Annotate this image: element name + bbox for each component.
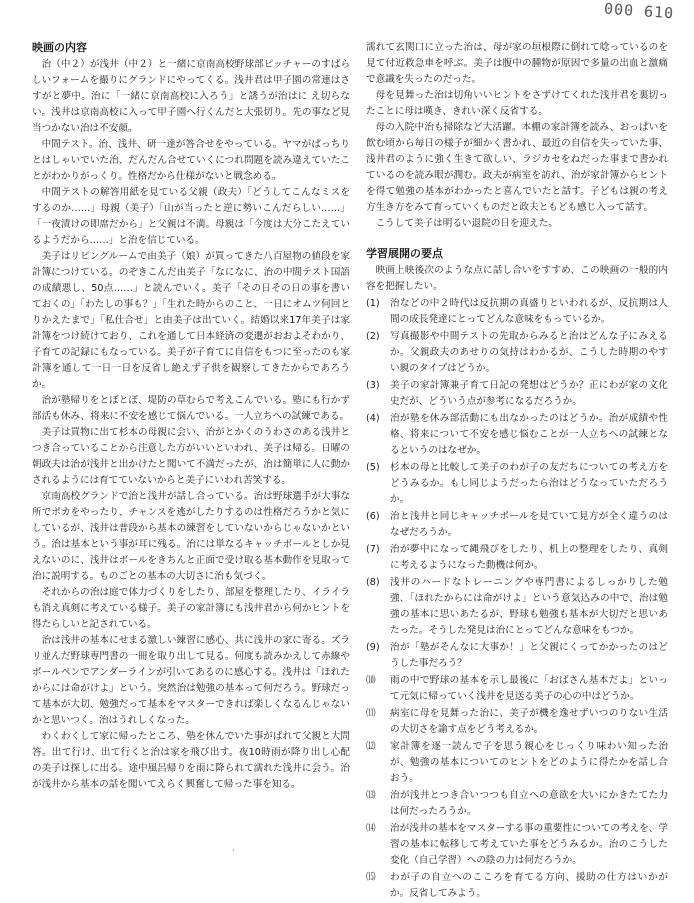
question-number: (5) (366, 462, 380, 473)
question-number: (1) (366, 298, 380, 309)
question-list (366, 296, 668, 902)
question-text: 浅井のハードなトレーニングや専門書によるしっかりした勉強、「ほれたからには命がけよ」という意気込みの中で、治は勉強の基本に思いあたるが、野球も勉強も基本が大切だと思いあたった。そうした発見は治にとってどんな意味をもつか。 (390, 577, 668, 636)
question-number: ⒁ (366, 823, 376, 834)
question-number: ⑽ (366, 675, 376, 686)
question-text: 治と浅井と同じキャッチボールを見ていて見方が全く違うのはなぜだろうか。 (390, 511, 668, 538)
question-number: (9) (366, 642, 380, 653)
question-item (366, 509, 668, 541)
story-paragraph: わくわくして家に帰ったところ、塾を休んでいた事がばれて父親と大問答。出て行け、出て行くと治は家を飛び出す。夜10時雨が降り出し心配の美子は探しに出る。途中風呂帰りを雨に降られて濡れた浅井に会う。治が浅井から基本の話を聞いてえらく興奮して帰った事を知る。 (32, 731, 350, 790)
question-number: ⒂ (366, 872, 376, 883)
story-paragraph: 濡れて玄関口に立った治は、母が家の垣根際に倒れて唸っているのを見て付近救急車を呼ぶ。美子は腹中の腫物が原因で多量の出血と激痛で意識を失ったのだった。 (366, 42, 668, 85)
question-text: 治が夢中になって縄飛びをしたり、机上の整理をしたり、真剣に考えるようになった動機は何か。 (390, 544, 668, 571)
study-title: 学習展開の要点 (366, 247, 443, 260)
question-text: 写真撮影や中間テストの先取からみると治はどんな子にみえるか。父親政夫のあせりの気持はわかるが、こうした時期のやすい親のタイプはどうか。 (390, 331, 668, 374)
question-item (366, 460, 668, 508)
story-paragraph: 治が塾帰りをとぼとぼ、堤防の草むらで考えこんでいる。塾にも行かず部活も休み、将来に不安を感じて悩んでいる。一人立ちへの試練である。 (32, 395, 350, 422)
story-paragraph: それからの治は庭で体力づくりをしたり、部屋を整理したり、イライラも消え真剣に考えている様子。美子の家計簿にも浅井君から何かヒントを得たらしいと記されている。 (32, 587, 350, 630)
question-item (366, 788, 668, 820)
question-text: 雨の中で野球の基本を示し最後に「おばさん基本だよ」といって元気に帰っていく浅井を見送る美子の心の中はどうか。 (390, 675, 668, 702)
story-paragraph: 母を見舞った治は切角いいヒントをさずけてくれた浅井君を裏切ったことに母は嘆き、きれい深く反省する。 (366, 90, 668, 117)
story-paragraph: 治は浅井の基本にせまる激しい練習に感心、共に浅井の家に寄る。ズラリ並んだ野球専門書の一冊を取り出して見る。何度も読みかえして赤線やボールペンでアンダーラインが引いてあるのに感心する。浅井は「ほれたからには命がけよ」という。突然治は勉強の基本って何だろう。野球だって基本が大切、勉強だって基本をマスターできれば楽しくなるんじゃないかと思いつく。治はうれしくなった。 (32, 635, 350, 726)
question-number: (4) (366, 413, 380, 424)
story-paragraph: 美子は買物に出て杉本の母親に会い、治がとかくのうわさのある浅井とつき合っていることから注意した方がいいといわれ、美子は帰る。日曜の朝政夫は治が浅井と出かけたと聞いて不満だったが、治は簡単に人に動かされるようには育てていないからと美子にいわれ苦笑する。 (32, 427, 350, 486)
question-number: (7) (366, 544, 380, 555)
story-paragraph: 美子はリビングルームで由美子（娘）が買ってきた八百屋物の値段を家計簿につけている。のぞきこんだ由美子「なになに、治の中間テスト国語の成績悪し、50点……」と読んでいく。美子「その日その日の事を書いておくの」「わたしの事も？」「生れた時からのこと、一日にオムツ何回とりかえたまで」「私仕合せ」と由美子は出ていく。結婚以来17年美子は家計簿をつけ続けており、これを通して日本経済の変遷がおおよそわかり、子育ての記録にもなっている。美子が子育てに自信をもつに至ったのも家計簿を通して一日一日を反省し絶えず子供を観察してきたからであろうか。 (32, 251, 350, 390)
question-text: わが子の自立へのこころを育てる方向、援助の仕方はいかがか。反省してみよう。 (390, 872, 668, 899)
study-intro: 映画上映後次のような点に話し合いをすすめ、この映画の一般的内容を把握したい。 (366, 265, 668, 292)
question-item (366, 542, 668, 574)
story-paragraph: こうして美子は明るい退院の日を迎えた。 (375, 218, 558, 229)
question-item (366, 575, 668, 639)
question-item (366, 378, 668, 410)
right-column (366, 40, 668, 903)
question-number: (3) (366, 380, 380, 391)
question-item (366, 739, 668, 787)
question-number: ⒀ (366, 790, 376, 801)
question-text: 治などの中２時代は反抗期の真盛りといわれるが、反抗期は人間の成長発達にとってどんな意味をもっているか。 (390, 298, 668, 325)
question-text: 美子の家計簿兼子育て日記の発想はどうか？正にわが家の文化史だが、どういう点が参考になるだろうか。 (390, 380, 668, 407)
question-item (366, 640, 668, 672)
story-paragraph: 中間テスト。治、浅井、研一達が答合せをやっている。ヤマがぱっちりとはしゃいでいた治、だんだん合せていくにつれ問題を読み違えていたことがわかりがっくり。性格だから仕様がないと戦念める。 (32, 139, 350, 182)
story-paragraph: 治（中２）が浅井（中２）と一緒に京南高校野球部ピッチャーのすばらしいフォームを撮りにグランドにやってくる。浅井君は甲子園の常連はさすがと夢中。治に「一緒に京南高校に入ろう」と誘うが治はに え切らない。浅井は京南高校に入って甲子園へ行くんだと大張切り。先の事など見当つかない治は不安顔。 (32, 59, 350, 134)
question-number: (6) (366, 511, 380, 522)
question-text: 治が浅井の基本をマスターする事の重要性についての考えを、学習の基本に転移して考えていた事をどうみるか。治のこうした変化（自己学習）への陰の力は何だろうか。 (390, 823, 668, 866)
question-number: (8) (366, 577, 380, 588)
question-text: 治が塾を休み部活動にも出なかったのはどうか。治が成績や性格、将来について不安を感じ悩むことが一人立ちへの試練となるというのはなぜか。 (390, 413, 668, 456)
question-number: (2) (366, 331, 380, 342)
question-item (366, 821, 668, 869)
question-text: 杉本の母と比較して美子のわが子の友だちについての考え方をどうみるか。もし同じようだったら治はどうなっていただろうか。 (390, 462, 668, 505)
question-item (366, 706, 668, 738)
page-mark: · (232, 846, 235, 855)
question-item (366, 411, 668, 459)
question-text: 家計簿を逐一読んで子を思う親心をじっくり味わい知った治が、勉強の基本についてのヒントをどのように得たかを話し合おう。 (390, 741, 668, 784)
question-number: ⑿ (366, 741, 376, 752)
story-paragraph: 母の入院中治も掃除など大活躍。本棚の家計簿を読み、おっぱいを飲む頃から毎日の様子が細かく書かれ、最近の自信を失っていた事、浅井君のように強く生きて欲しい、ラジカセをねだった事まで書かれているのを読み眼が潤む。政夫が病室を訪れ、治が家計簿からヒントを得て勉強の基本がわかったと喜んでいたと話す。子どもは親の考え方生き方をみて育っていくものだと政夫ともども感じ入って話す。 (366, 122, 668, 213)
question-text: 病室に母を見舞った治に、美子が機を逸せずいつのりない生活の大切さを諭す点をどう考えるか。 (390, 708, 668, 735)
question-text: 治が浅井とつき合いつつも自立への意欲を大いにかきたてた力は何だったろうか。 (390, 790, 668, 817)
question-text: 治が「塾がそんなに大事か！」と父親にくってかかったのはどうした事だろう？ (390, 642, 668, 669)
left-column (32, 40, 350, 793)
question-item (366, 870, 668, 902)
question-item (366, 673, 668, 705)
section-gap (366, 232, 668, 246)
story-paragraph: 中間テストの解答用紙を見ている父親（政夫）「どうしてこんなミスをするのか……」母親（美子）「山が当ったと逆に勢いこんだらしい……」「一夜漬けの即席だから」と父親は不満。母親は「今度は大分こたえているようだから……」と治を信じている。 (32, 187, 350, 246)
story-paragraph: 京南高校グランドで治と浅井が話し合っている。治は野球選手が大事な所でポカをやったり、チャンスを逃がしたりするのは性格だろうかと気にしているが、浅井は普段から基本の練習をしていないからじゃないかという。治は基本という事が耳に残る。治には単なるキャッチボールとしか見えないのに、浅井はボールをきちんと正面で受け取る基本動作を見取って治に説明する。ものごとの基本の大切さに治も気づく。 (32, 491, 350, 582)
page-stamp: 000 610 (603, 0, 675, 23)
question-number: ⑾ (366, 708, 376, 719)
story-title: 映画の内容 (32, 41, 87, 54)
question-item (366, 329, 668, 377)
question-item (366, 296, 668, 328)
